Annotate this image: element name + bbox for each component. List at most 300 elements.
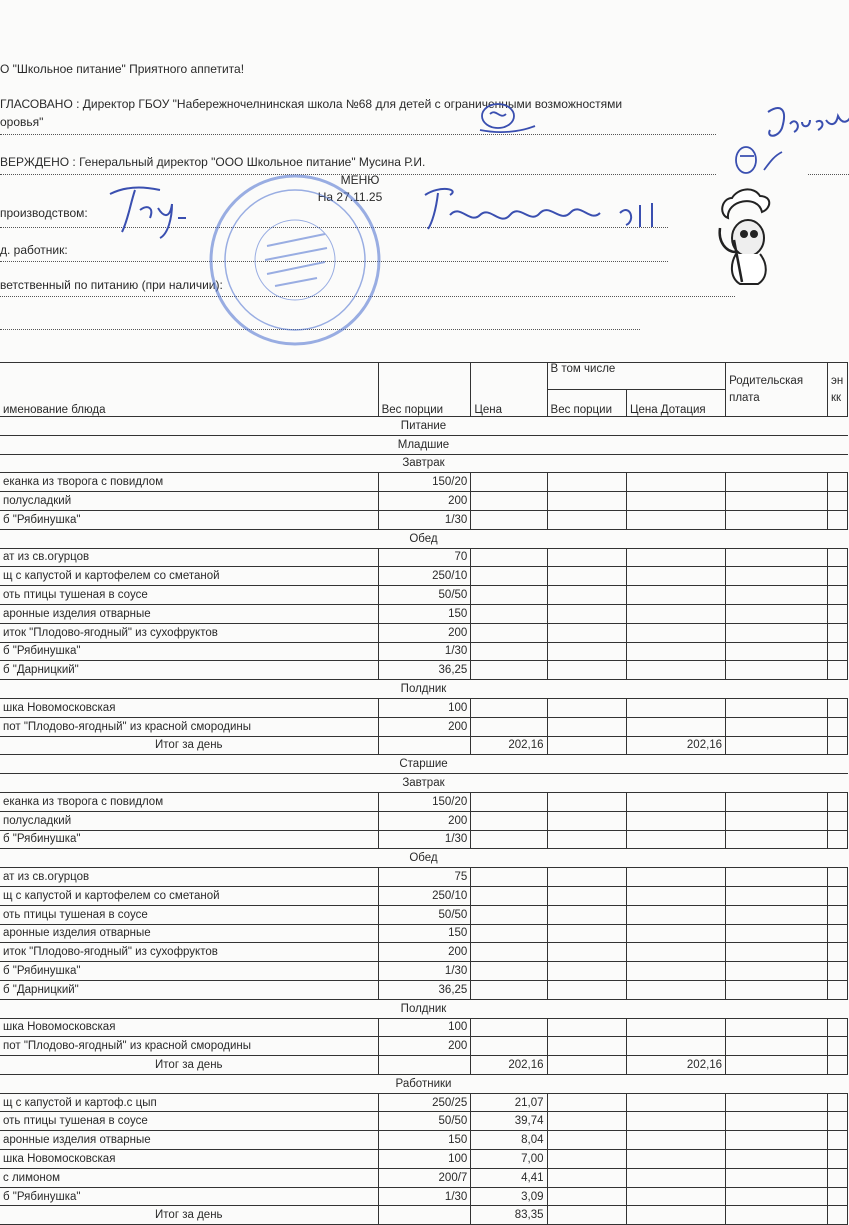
sub-weight-cell <box>547 1187 626 1206</box>
energy-label: эн <box>831 374 844 387</box>
dish-weight: 200 <box>378 623 471 642</box>
sub-weight-cell <box>547 642 626 661</box>
subsidy-cell <box>626 586 725 605</box>
energy-cell <box>828 604 848 623</box>
table-row <box>0 962 848 981</box>
parent-pay-cell <box>726 1187 828 1206</box>
dish-name: шка Новомосковская <box>0 1018 378 1037</box>
parent-pay-cell <box>726 868 828 887</box>
sub-weight-cell <box>547 1037 626 1056</box>
sub-weight-cell <box>547 962 626 981</box>
table-row <box>0 661 848 680</box>
table-row <box>0 586 848 605</box>
subsidy-cell <box>626 1150 725 1169</box>
weight-cell <box>378 1056 471 1075</box>
table-row <box>0 548 848 567</box>
total-row <box>0 736 848 755</box>
total-label: Итог за день <box>0 736 378 755</box>
dish-weight: 100 <box>378 698 471 717</box>
section-label: Завтрак <box>0 774 848 793</box>
dish-price <box>471 905 547 924</box>
table-row <box>0 830 848 849</box>
section-label: Обед <box>0 529 848 548</box>
dish-price <box>471 1037 547 1056</box>
table-row <box>0 1093 848 1112</box>
sub-weight-cell <box>547 980 626 999</box>
agreed-line-cont: оровья" <box>0 115 44 129</box>
energy-cell <box>828 980 848 999</box>
dish-price <box>471 811 547 830</box>
parent-pay-cell <box>726 1056 828 1075</box>
subsidy-cell <box>626 924 725 943</box>
dish-weight: 1/30 <box>378 1187 471 1206</box>
subsidy-cell <box>626 510 725 529</box>
total-price: 202,16 <box>471 736 547 755</box>
dish-name: щ с капустой и картофелем со сметаной <box>0 886 378 905</box>
dish-name: шка Новомосковская <box>0 1150 378 1169</box>
dish-weight: 1/30 <box>378 642 471 661</box>
dish-name: полусладкий <box>0 492 378 511</box>
table-row <box>0 1037 848 1056</box>
sub-weight-cell <box>547 604 626 623</box>
parent-pay-cell <box>726 1168 828 1187</box>
subsidy-cell <box>626 962 725 981</box>
table-row <box>0 642 848 661</box>
sub-weight-cell <box>547 548 626 567</box>
subsidy-cell <box>626 980 725 999</box>
energy-cell <box>828 1112 848 1131</box>
parent-pay-cell <box>726 886 828 905</box>
section-row <box>0 454 848 473</box>
section-row <box>0 435 848 454</box>
energy-cell <box>828 1037 848 1056</box>
sub-weight-cell <box>547 868 626 887</box>
energy-cell <box>828 792 848 811</box>
med-worker-label: д. работник: <box>0 243 68 257</box>
dish-price: 3,09 <box>471 1187 547 1206</box>
parent-pay-cell <box>726 792 828 811</box>
table-row <box>0 567 848 586</box>
table-row <box>0 868 848 887</box>
parent-pay-cell <box>726 492 828 511</box>
sub-weight-cell <box>547 1131 626 1150</box>
energy-cell <box>828 623 848 642</box>
section-label: Питание <box>0 417 848 436</box>
section-row <box>0 529 848 548</box>
column-header-price: Цена <box>471 363 547 417</box>
dish-weight: 70 <box>378 548 471 567</box>
dish-weight: 150/20 <box>378 792 471 811</box>
dish-price: 39,74 <box>471 1112 547 1131</box>
dish-price: 8,04 <box>471 1131 547 1150</box>
table-row <box>0 811 848 830</box>
section-label: Младшие <box>0 435 848 454</box>
dish-weight: 200 <box>378 943 471 962</box>
dish-price <box>471 492 547 511</box>
responsible-label: ветственный по питанию (при наличии): <box>0 278 223 292</box>
sub-weight-cell <box>547 1018 626 1037</box>
dish-name: ат из св.огурцов <box>0 548 378 567</box>
weight-cell <box>378 736 471 755</box>
weight-cell <box>378 1206 471 1225</box>
sub-weight-cell <box>547 924 626 943</box>
energy-cell <box>828 510 848 529</box>
dish-name: оть птицы тушеная в соусе <box>0 1112 378 1131</box>
column-header-weight: Вес порции <box>378 363 471 417</box>
energy-cell <box>828 1187 848 1206</box>
sub-weight-cell <box>547 811 626 830</box>
parent-pay-label: плата <box>729 391 760 404</box>
table-row <box>0 886 848 905</box>
subsidy-cell <box>626 1131 725 1150</box>
energy-cell <box>828 661 848 680</box>
parent-pay-cell <box>726 736 828 755</box>
energy-cell <box>828 1150 848 1169</box>
parent-pay-cell <box>726 604 828 623</box>
energy-cell <box>828 567 848 586</box>
dish-weight: 150 <box>378 604 471 623</box>
total-label: Итог за день <box>0 1056 378 1075</box>
section-row <box>0 1074 848 1093</box>
sub-weight-cell <box>547 717 626 736</box>
column-header-energy <box>828 363 848 417</box>
table-row <box>0 623 848 642</box>
parent-pay-cell <box>726 1131 828 1150</box>
menu-table <box>0 362 848 1225</box>
energy-cell <box>828 1093 848 1112</box>
subsidy-cell <box>626 868 725 887</box>
table-row <box>0 980 848 999</box>
production-label: производством: <box>0 206 88 220</box>
sub-weight-cell <box>547 1093 626 1112</box>
dish-weight: 200 <box>378 1037 471 1056</box>
dish-name: б "Рябинушка" <box>0 830 378 849</box>
parent-pay-cell <box>726 661 828 680</box>
dish-weight: 1/30 <box>378 510 471 529</box>
parent-pay-cell <box>726 1112 828 1131</box>
sub-weight-cell <box>547 473 626 492</box>
dish-name: оть птицы тушеная в соусе <box>0 586 378 605</box>
chef-mascot-image <box>712 188 792 288</box>
subsidy-cell <box>626 1037 725 1056</box>
table-row <box>0 510 848 529</box>
sub-weight-cell <box>547 1150 626 1169</box>
subsidy-cell <box>626 1168 725 1187</box>
sub-weight-cell <box>547 1056 626 1075</box>
total-row <box>0 1056 848 1075</box>
sub-weight-cell <box>547 698 626 717</box>
dish-price: 21,07 <box>471 1093 547 1112</box>
parent-pay-cell <box>726 1018 828 1037</box>
dish-name: аронные изделия отварные <box>0 604 378 623</box>
section-row <box>0 680 848 699</box>
sub-weight-cell <box>547 510 626 529</box>
parent-pay-cell <box>726 1037 828 1056</box>
section-label: Полдник <box>0 999 848 1018</box>
subsidy-cell <box>626 905 725 924</box>
energy-cell <box>828 717 848 736</box>
dish-name: б "Дарницкий" <box>0 980 378 999</box>
dish-weight: 36,25 <box>378 661 471 680</box>
energy-cell <box>828 1168 848 1187</box>
signature-production <box>100 180 190 240</box>
table-row <box>0 905 848 924</box>
energy-cell <box>828 473 848 492</box>
dish-weight: 200 <box>378 717 471 736</box>
parent-pay-cell <box>726 586 828 605</box>
sub-weight-cell <box>547 1168 626 1187</box>
sub-weight-cell <box>547 567 626 586</box>
table-row <box>0 1187 848 1206</box>
energy-cell <box>828 905 848 924</box>
parent-pay-cell <box>726 510 828 529</box>
energy-cell <box>828 1206 848 1225</box>
sub-weight-cell <box>547 623 626 642</box>
sub-weight-cell <box>547 943 626 962</box>
dish-weight: 100 <box>378 1150 471 1169</box>
dish-price <box>471 962 547 981</box>
dish-price <box>471 980 547 999</box>
dish-price: 7,00 <box>471 1150 547 1169</box>
subsidy-cell <box>626 567 725 586</box>
parent-pay-label: Родительская <box>729 374 804 387</box>
subsidy-cell <box>626 548 725 567</box>
energy-label: кк <box>831 391 842 404</box>
sub-weight-cell <box>547 736 626 755</box>
table-row <box>0 1112 848 1131</box>
table-row <box>0 717 848 736</box>
energy-cell <box>828 868 848 887</box>
table-row <box>0 943 848 962</box>
dish-price <box>471 586 547 605</box>
section-row <box>0 999 848 1018</box>
table-row <box>0 1168 848 1187</box>
menu-title: МЕНЮ <box>340 173 380 187</box>
section-label: Работники <box>0 1074 848 1093</box>
section-label: Старшие <box>0 755 848 774</box>
dish-name: шка Новомосковская <box>0 698 378 717</box>
section-row <box>0 755 848 774</box>
parent-pay-cell <box>726 924 828 943</box>
approved-line: ВЕРЖДЕНО : Генеральный директор "ООО Школьное питание" Мусина Р.И. <box>0 155 426 169</box>
energy-cell <box>828 811 848 830</box>
subsidy-cell <box>626 886 725 905</box>
dish-name: аронные изделия отварные <box>0 1131 378 1150</box>
sub-weight-cell <box>547 905 626 924</box>
subsidy-cell <box>626 830 725 849</box>
total-subsidy <box>626 1206 725 1225</box>
subsidy-cell <box>626 717 725 736</box>
dish-name: щ с капустой и картофелем со сметаной <box>0 567 378 586</box>
dish-name: б "Рябинушка" <box>0 510 378 529</box>
dish-price <box>471 830 547 849</box>
dish-weight: 50/50 <box>378 1112 471 1131</box>
parent-pay-cell <box>726 548 828 567</box>
signature-gaynutdinova <box>420 185 680 235</box>
dish-name: щ с капустой и картоф.с цып <box>0 1093 378 1112</box>
table-row <box>0 792 848 811</box>
column-header-name: именование блюда <box>0 363 378 417</box>
section-label: Завтрак <box>0 454 848 473</box>
energy-cell <box>828 736 848 755</box>
dish-weight: 100 <box>378 1018 471 1037</box>
table-row <box>0 1131 848 1150</box>
energy-cell <box>828 1018 848 1037</box>
energy-cell <box>828 492 848 511</box>
sub-weight-cell <box>547 1112 626 1131</box>
subsidy-cell <box>626 811 725 830</box>
dish-weight: 1/30 <box>378 830 471 849</box>
dish-price <box>471 548 547 567</box>
signature-line <box>808 174 849 175</box>
dish-weight: 50/50 <box>378 905 471 924</box>
dish-price <box>471 943 547 962</box>
dish-weight: 50/50 <box>378 586 471 605</box>
column-header-including: В том числе <box>547 363 726 390</box>
table-row <box>0 492 848 511</box>
parent-pay-cell <box>726 698 828 717</box>
column-header-sub-price: Цена Дотация <box>626 390 725 417</box>
sub-weight-cell <box>547 830 626 849</box>
dish-name: иток "Плодово-ягодный" из сухофруктов <box>0 943 378 962</box>
section-row <box>0 417 848 436</box>
dish-price <box>471 661 547 680</box>
parent-pay-cell <box>726 1206 828 1225</box>
energy-cell <box>828 586 848 605</box>
subsidy-cell <box>626 698 725 717</box>
dish-weight: 150 <box>378 1131 471 1150</box>
dish-price <box>471 792 547 811</box>
column-header-parent-pay <box>726 363 828 417</box>
dish-price <box>471 623 547 642</box>
parent-pay-cell <box>726 567 828 586</box>
subsidy-cell <box>626 492 725 511</box>
dish-weight: 150/20 <box>378 473 471 492</box>
company-line: О "Школьное питание" Приятного аппетита! <box>0 62 245 76</box>
parent-pay-cell <box>726 717 828 736</box>
dish-weight: 1/30 <box>378 962 471 981</box>
parent-pay-cell <box>726 830 828 849</box>
dish-weight: 200 <box>378 811 471 830</box>
parent-pay-cell <box>726 1150 828 1169</box>
table-row <box>0 604 848 623</box>
subsidy-cell <box>626 604 725 623</box>
table-row <box>0 924 848 943</box>
subsidy-cell <box>626 661 725 680</box>
dish-price <box>471 604 547 623</box>
subsidy-cell <box>626 1018 725 1037</box>
dish-weight: 250/10 <box>378 886 471 905</box>
subsidy-cell <box>626 792 725 811</box>
agreed-line: ГЛАСОВАНО : Директор ГБОУ "Набережночелнинская школа №68 для детей с ограниченными возможностями <box>0 97 623 111</box>
dish-price <box>471 698 547 717</box>
subsidy-cell <box>626 623 725 642</box>
parent-pay-cell <box>726 811 828 830</box>
section-row <box>0 849 848 868</box>
parent-pay-cell <box>726 642 828 661</box>
energy-cell <box>828 642 848 661</box>
parent-pay-cell <box>726 473 828 492</box>
subsidy-cell <box>626 1187 725 1206</box>
dish-name: полусладкий <box>0 811 378 830</box>
parent-pay-cell <box>726 905 828 924</box>
section-label: Полдник <box>0 680 848 699</box>
menu-date: На 27.11.25 <box>317 190 383 204</box>
subsidy-cell <box>626 943 725 962</box>
signature-initials <box>470 100 540 140</box>
dish-price <box>471 1018 547 1037</box>
parent-pay-cell <box>726 623 828 642</box>
energy-cell <box>828 830 848 849</box>
energy-cell <box>828 924 848 943</box>
parent-pay-cell <box>726 1093 828 1112</box>
energy-cell <box>828 698 848 717</box>
dish-weight: 150 <box>378 924 471 943</box>
dish-weight: 250/10 <box>378 567 471 586</box>
sub-weight-cell <box>547 661 626 680</box>
signature-small <box>730 140 790 180</box>
energy-cell <box>828 943 848 962</box>
total-price: 202,16 <box>471 1056 547 1075</box>
signature-director <box>760 100 849 145</box>
total-subsidy: 202,16 <box>626 1056 725 1075</box>
dish-weight: 75 <box>378 868 471 887</box>
dish-price <box>471 567 547 586</box>
parent-pay-cell <box>726 962 828 981</box>
subsidy-cell <box>626 1112 725 1131</box>
total-subsidy: 202,16 <box>626 736 725 755</box>
dish-price <box>471 473 547 492</box>
school-stamp <box>205 170 385 350</box>
subsidy-cell <box>626 642 725 661</box>
dish-name: б "Дарницкий" <box>0 661 378 680</box>
subsidy-cell <box>626 473 725 492</box>
table-row <box>0 698 848 717</box>
dish-name: пот "Плодово-ягодный" из красной смородины <box>0 717 378 736</box>
dish-price: 4,41 <box>471 1168 547 1187</box>
dish-name: аронные изделия отварные <box>0 924 378 943</box>
total-price: 83,35 <box>471 1206 547 1225</box>
dish-name: с лимоном <box>0 1168 378 1187</box>
parent-pay-cell <box>726 943 828 962</box>
column-header-sub-weight: Вес порции <box>547 390 626 417</box>
energy-cell <box>828 1131 848 1150</box>
energy-cell <box>828 1056 848 1075</box>
dish-weight: 200 <box>378 492 471 511</box>
dish-name: б "Рябинушка" <box>0 1187 378 1206</box>
dish-name: еканка из творога с повидлом <box>0 473 378 492</box>
signature-line <box>0 134 716 135</box>
dish-price <box>471 642 547 661</box>
sub-weight-cell <box>547 492 626 511</box>
dish-name: пот "Плодово-ягодный" из красной смородины <box>0 1037 378 1056</box>
sub-weight-cell <box>547 1206 626 1225</box>
dish-weight: 200/7 <box>378 1168 471 1187</box>
energy-cell <box>828 886 848 905</box>
dish-name: б "Рябинушка" <box>0 962 378 981</box>
total-label: Итог за день <box>0 1206 378 1225</box>
subsidy-cell <box>626 1093 725 1112</box>
dish-name: ат из св.огурцов <box>0 868 378 887</box>
energy-cell <box>828 962 848 981</box>
parent-pay-cell <box>726 980 828 999</box>
energy-cell <box>828 548 848 567</box>
sub-weight-cell <box>547 886 626 905</box>
sub-weight-cell <box>547 586 626 605</box>
table-row <box>0 1150 848 1169</box>
dish-weight: 36,25 <box>378 980 471 999</box>
table-row <box>0 473 848 492</box>
